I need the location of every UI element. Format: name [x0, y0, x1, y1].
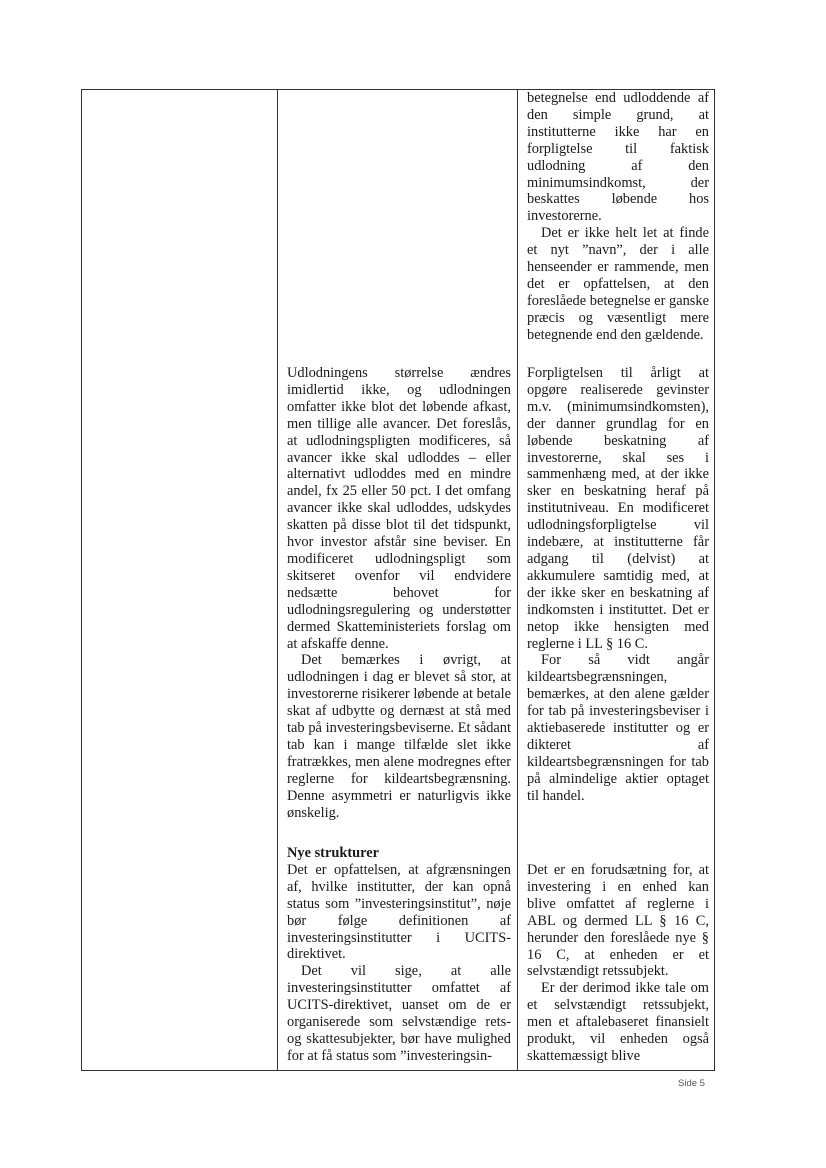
paragraph: Det er en forudsætning for, at investering i en enhed kan blive omfattet af reglerne i ABL og dermed LL § 16 C, herunder den foreslåede nye § 16 C, at enheden er et selvstændigt retssubjekt. [527, 862, 709, 980]
paragraph: Det er opfattelsen, at afgrænsningen af, hvilke institutter, der kan opnå status som ”investeringsinstitut”, nøje bør følge definitionen af investeringsinstitutter i UCITS-direktivet. [287, 861, 511, 963]
page-number: Side 5 [678, 1078, 705, 1089]
paragraph: For så vidt angår kildeartsbegrænsningen, bemærkes, at den alene gælder for tab på investeringsbeviser i aktiebaserede institutter og er dikteret af kildeartsbegrænsningen for tab på almindelige aktier optaget til handel. [527, 652, 709, 804]
table-bottom-border [81, 1070, 715, 1071]
paragraph: Forpligtelsen til årligt at opgøre realiserede gevinster m.v. (minimumsindkomsten), der danner grundlag for en løbende beskatning af investorerne, skal ses i sammenhæng med, at der ikke sker en beskatning heraf på institutniveau. En modificeret udlodningsforpligtelse vil indebære, at institutterne får adgang til (delvist) at akkumulere samtidig med, at der ikke sker en beskatning af indkomsten i instituttet. Det er netop ikke hensigten med reglerne i LL § 16 C. [527, 365, 709, 652]
col3-top-cell [527, 90, 709, 344]
col2-bottom-cell [287, 845, 511, 1065]
paragraph: Det er ikke helt let at finde et nyt ”navn”, der i alle henseender er rammende, men det er opfattelsen, at den foreslåede betegnelse er ganske præcis og væsentligt mere betegnende end den gældende. [527, 225, 709, 343]
paragraph: Udlodningens størrelse ændres imidlertid ikke, og udlodningen omfatter ikke blot det løbende afkast, men tillige alle avancer. Det foreslås, at udlodningspligten modificeres, så avancer ikke skal udloddes – eller alternativt udloddes med en mindre andel, fx 25 eller 50 pct. I det omfang avancer ikke skal udloddes, udskydes skatten på disse blot til det tidspunkt, hvor investor afstår sine beviser. En modificeret udlodningspligt som skitseret ovenfor vil endvidere nedsætte behovet for udlodningsregulering og understøtter dermed Skatteministeriets forslag om at afskaffe denne. [287, 365, 511, 652]
col3-middle-cell [527, 365, 709, 805]
col3-bottom-cell [527, 862, 709, 1065]
column-divider-1 [277, 89, 278, 1071]
paragraph: Er der derimod ikke tale om et selvstændigt retssubjekt, men et aftalebaseret finansielt produkt, vil enheden også skattemæssigt blive [527, 980, 709, 1064]
column-divider-3 [714, 89, 715, 1071]
col2-middle-cell [287, 365, 511, 821]
section-heading: Nye strukturer [287, 845, 380, 861]
paragraph: Det vil sige, at alle investeringsinstitutter omfattet af UCITS-direktivet, uanset om de er organiserede som selvstændige rets- og skattesubjekter, bør have mulighed for at få status som ”investeringsin- [287, 963, 511, 1064]
paragraph: Det bemærkes i øvrigt, at udlodningen i dag er blevet så stor, at investorerne risikerer løbende at betale skat af udbytte og dernæst at stå med tab på investeringsbeviserne. Et sådant tab kan i mange tilfælde slet ikke fratrækkes, men alene modregnes efter reglerne for kildeartsbegrænsning. Denne asymmetri er naturligvis ikke ønskelig. [287, 652, 511, 821]
paragraph: betegnelse end udloddende af den simple grund, at institutterne ikke har en forpligtelse til faktisk udlodning af den minimumsindkomst, der beskattes løbende hos investorerne. [527, 90, 709, 225]
column-divider-2 [517, 89, 518, 1071]
